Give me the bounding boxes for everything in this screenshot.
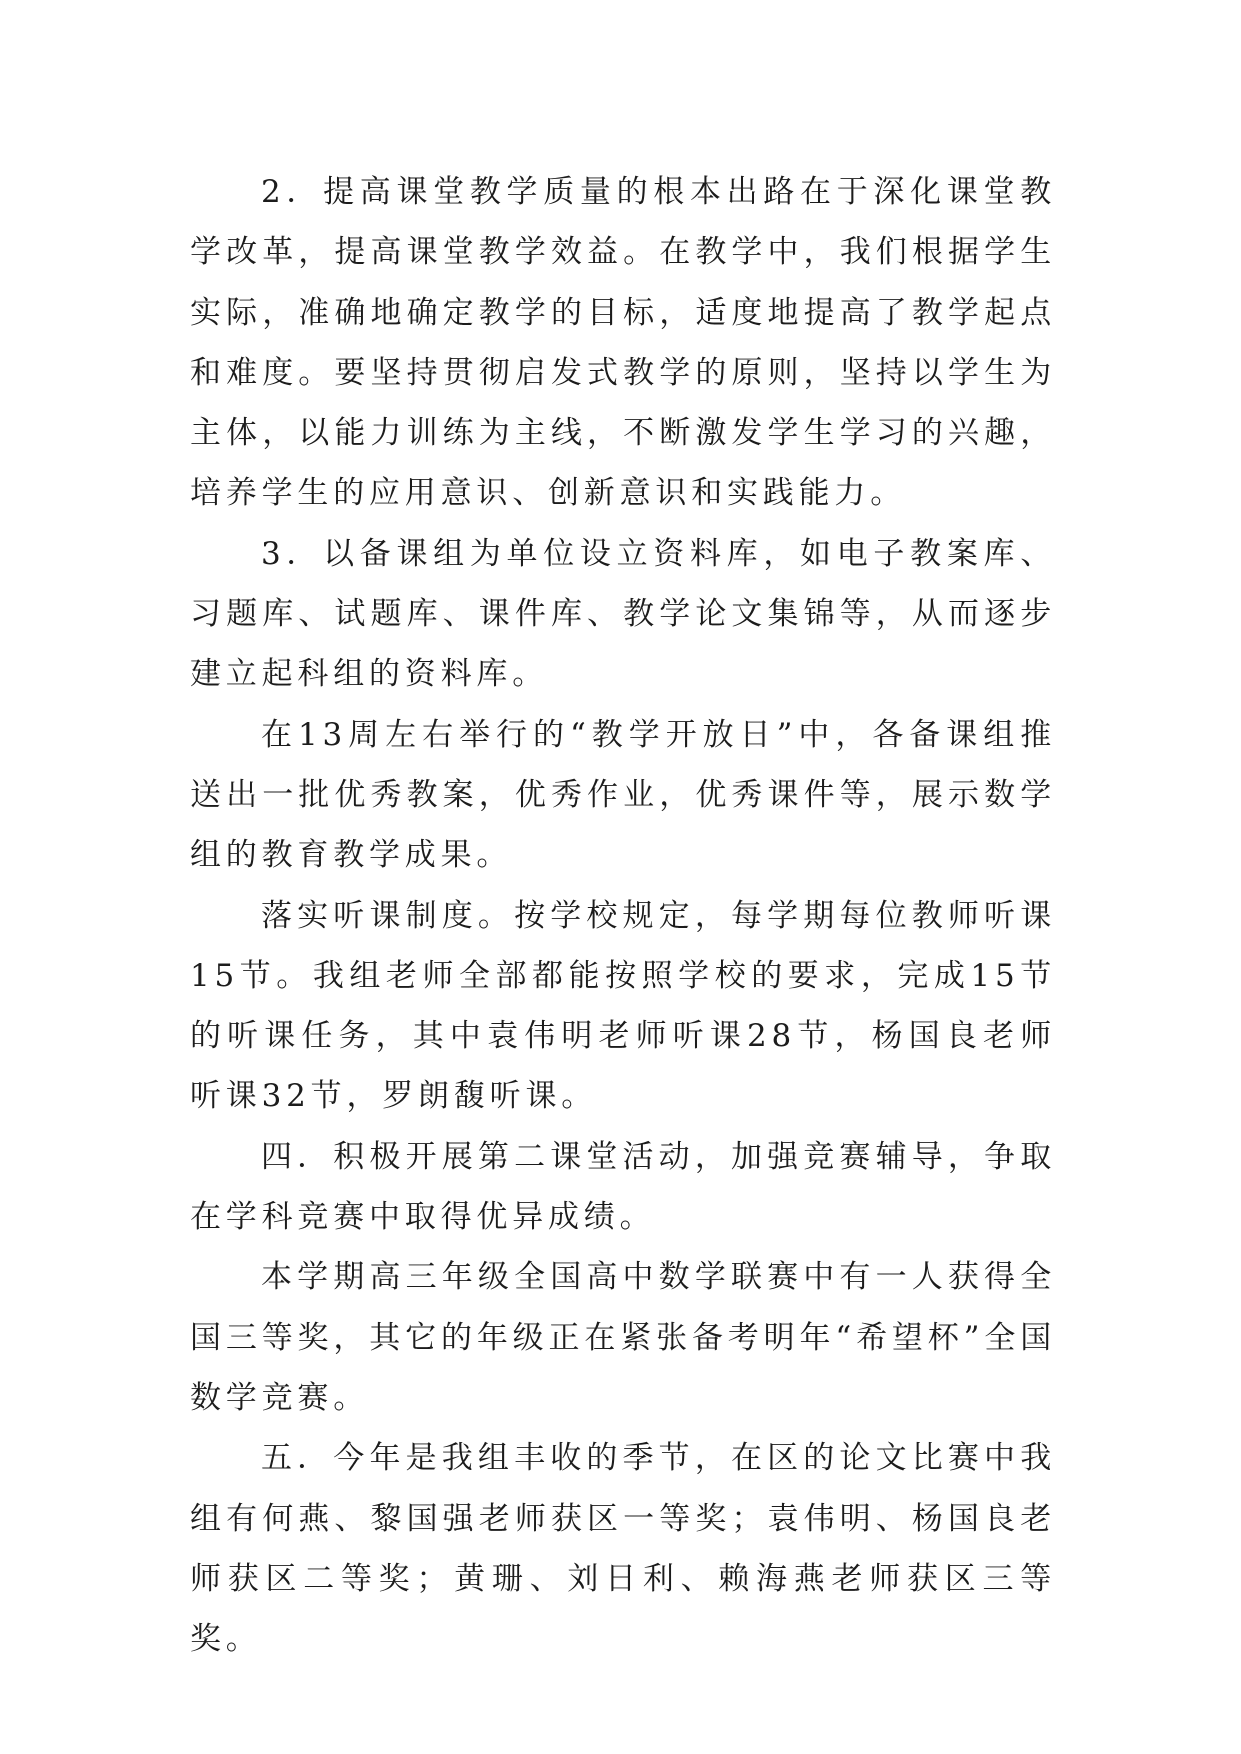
paragraph-paper-awards: 五．今年是我组丰收的季节，在区的论文比赛中我组有何燕、黎国强老师获区一等奖；袁伟明、杨国良老师获区二等奖；黄珊、刘日利、赖海燕老师获区三等奖。: [190, 1440, 1056, 1658]
document-body: [190, 162, 1056, 1669]
paragraph-competition-section: 四．积极开展第二课堂活动，加强竞赛辅导，争取在学科竞赛中取得优异成绩。: [190, 1138, 1056, 1236]
paragraph-teaching-reform: 2．提高课堂教学质量的根本出路在于深化课堂教学改革，提高课堂教学效益。在教学中，我们根据学生实际，准确地确定教学的目标，适度地提高了教学起点和难度。要坚持贯彻启发式教学的原则，坚持以学生为主体，以能力训练为主线，不断激发学生学习的兴趣，培养学生的应用意识、创新意识和实践能力。: [190, 174, 1056, 512]
paragraph-lesson-observation: 落实听课制度。按学校规定，每学期每位教师听课15节。我组老师全部都能按照学校的要求，完成15节的听课任务，其中袁伟明老师听课28节，杨国良老师听课32节，罗朗馥听课。: [190, 897, 1056, 1115]
paragraph-competition-results: 本学期高三年级全国高中数学联赛中有一人获得全国三等奖，其它的年级正在紧张备考明年“希望杯”全国数学竞赛。: [190, 1259, 1056, 1416]
paragraph-resource-library: 3．以备课组为单位设立资料库，如电子教案库、习题库、试题库、课件库、教学论文集锦等，从而逐步建立起科组的资料库。: [190, 535, 1056, 693]
paragraph-open-day: 在13周左右举行的“教学开放日”中，各备课组推送出一批优秀教案，优秀作业，优秀课件等，展示数学组的教育教学成果。: [190, 716, 1056, 874]
